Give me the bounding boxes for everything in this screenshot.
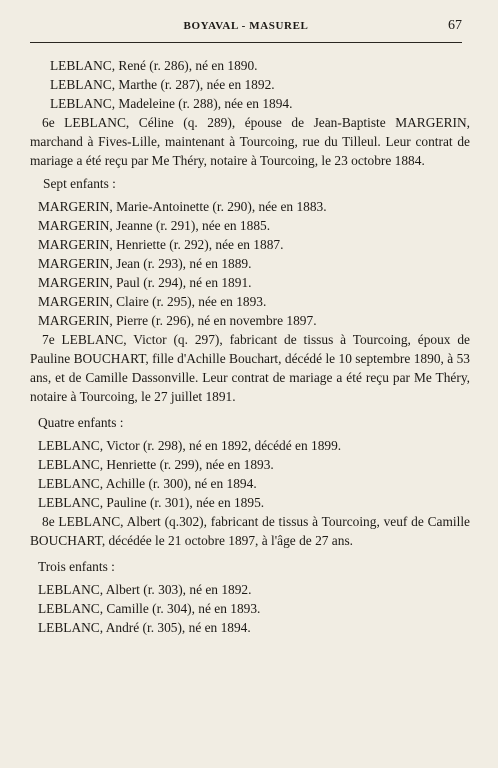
entry-line: LEBLANC, André (r. 305), né en 1894. xyxy=(38,620,251,635)
entry-line: MARGERIN, Paul (r. 294), né en 1891. xyxy=(38,275,252,290)
entry-line: LEBLANC, Achille (r. 300), né en 1894. xyxy=(38,476,257,491)
entry-line: MARGERIN, Jean (r. 293), né en 1889. xyxy=(38,256,252,271)
children-heading: Trois enfants : xyxy=(38,559,115,574)
entry-line: LEBLANC, Madeleine (r. 288), née en 1894. xyxy=(50,96,293,111)
entry-line: MARGERIN, Marie-Antoinette (r. 290), née en 1883. xyxy=(38,199,327,214)
entry-line: MARGERIN, Pierre (r. 296), né en novembre 1897. xyxy=(38,313,317,328)
entry-line: MARGERIN, Henriette (r. 292), née en 1887. xyxy=(38,237,284,252)
entry-line: LEBLANC, Henriette (r. 299), née en 1893. xyxy=(38,457,274,472)
document-body xyxy=(30,56,470,637)
entry-line: LEBLANC, Camille (r. 304), né en 1893. xyxy=(38,601,261,616)
header-title: BOYAVAL - MASUREL xyxy=(183,20,309,32)
paragraph-8: 8e LEBLANC, Albert (q.302), fabricant de tissus à Tourcoing, veuf de Camille BOUCHART, décédée le 21 octobre 1897, à l'âge de 27 ans. xyxy=(30,514,470,548)
running-header xyxy=(30,18,462,43)
entry-line: LEBLANC, Marthe (r. 287), née en 1892. xyxy=(50,77,275,92)
entry-line: MARGERIN, Claire (r. 295), née en 1893. xyxy=(38,294,267,309)
paragraph-7: 7e LEBLANC, Victor (q. 297), fabricant de tissus à Tourcoing, époux de Pauline BOUCHART, fille d'Achille Bouchart, décédé le 10 septembre 1890, à 53 ans, et de Camille Dassonville. Leur contrat de mariage a été reçu par Me Théry, notaire à Tourcoing, le 27 juillet 1891. xyxy=(30,332,470,404)
page-number: 67 xyxy=(448,18,462,33)
entry-line: LEBLANC, Albert (r. 303), né en 1892. xyxy=(38,582,252,597)
children-heading: Quatre enfants : xyxy=(38,415,124,430)
entry-line: LEBLANC, Victor (r. 298), né en 1892, décédé en 1899. xyxy=(38,438,342,453)
children-heading: Sept enfants : xyxy=(43,176,116,191)
entry-line: LEBLANC, René (r. 286), né en 1890. xyxy=(50,58,258,73)
entry-line: MARGERIN, Jeanne (r. 291), née en 1885. xyxy=(38,218,271,233)
entry-line: LEBLANC, Pauline (r. 301), née en 1895. xyxy=(38,495,265,510)
paragraph-6: 6e LEBLANC, Céline (q. 289), épouse de Jean-Baptiste MARGERIN, marchand à Fives-Lille, maintenant à Tourcoing, rue du Tilleul. Leur contrat de mariage a été reçu par Me Théry, notaire à Tourcoing, le 23 octobre 1884. xyxy=(30,115,470,168)
